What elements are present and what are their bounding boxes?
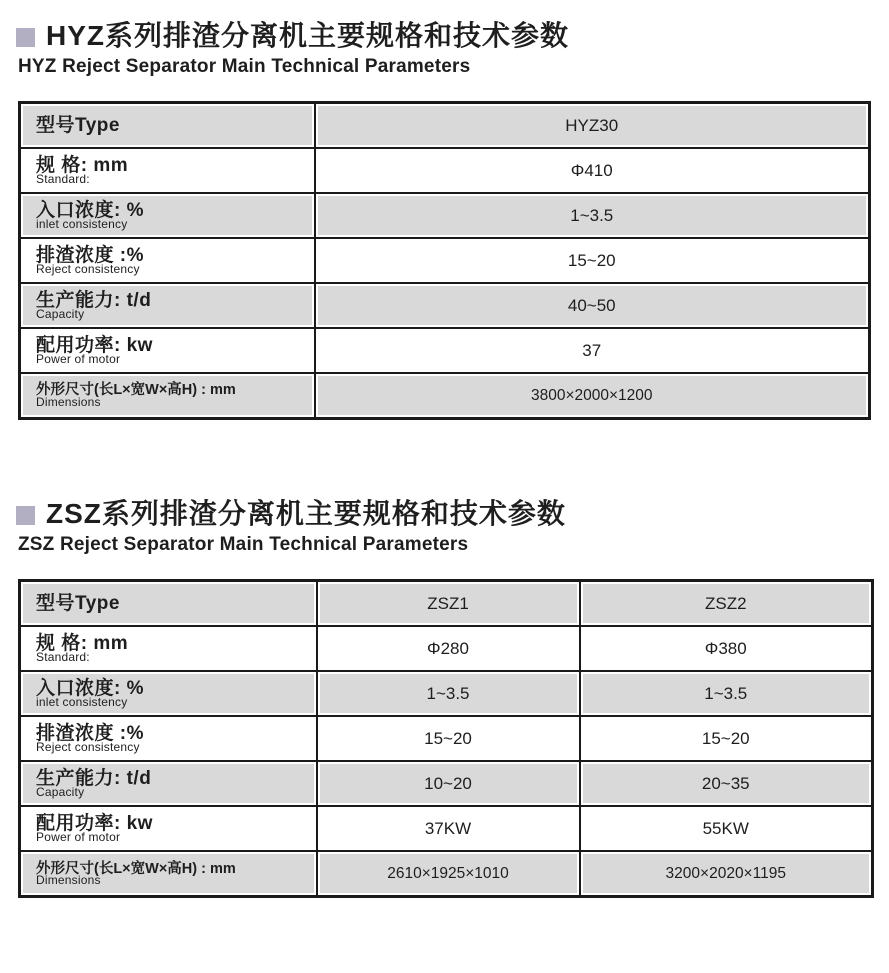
row-label-zh: 外形尺寸(长L×宽W×高H) : mm bbox=[36, 382, 236, 399]
section-hyz-title-zh: HYZ系列排渣分离机主要规格和技术参数 bbox=[46, 20, 570, 51]
parameter-value-cell: 37 bbox=[315, 328, 870, 373]
parameter-value-cell: 55KW bbox=[580, 806, 873, 851]
parameter-value-cell: 2610×1925×1010 bbox=[317, 851, 580, 897]
row-label-cell bbox=[20, 193, 315, 238]
header-label-text: 型号Type bbox=[36, 115, 120, 137]
row-label-en: inlet consistency bbox=[36, 217, 128, 232]
zsz-parameters-table bbox=[18, 579, 874, 898]
table-row bbox=[20, 373, 870, 419]
parameter-value-cell: 15~20 bbox=[580, 716, 873, 761]
square-bullet-icon bbox=[16, 506, 35, 525]
row-label-cell bbox=[20, 671, 317, 716]
row-label-en: Standard: bbox=[36, 650, 90, 665]
section-zsz-title-zh: ZSZ系列排渣分离机主要规格和技术参数 bbox=[46, 498, 566, 530]
table-row bbox=[20, 238, 870, 283]
row-label-cell bbox=[20, 238, 315, 283]
row-label-en: Dimensions bbox=[36, 394, 101, 409]
parameter-value-cell: 3200×2020×1195 bbox=[580, 851, 873, 897]
row-label-en: Standard: bbox=[36, 172, 90, 187]
header-label-cell bbox=[20, 103, 315, 149]
parameter-value-cell: Φ280 bbox=[317, 626, 580, 671]
row-label-en: Reject consistency bbox=[36, 740, 140, 755]
table-row bbox=[20, 671, 873, 716]
table-row bbox=[20, 851, 873, 897]
parameter-value-cell: 20~35 bbox=[580, 761, 873, 806]
model-name-cell: ZSZ2 bbox=[580, 581, 873, 627]
hyz-parameters-table bbox=[18, 101, 871, 420]
row-label-en: Power of motor bbox=[36, 352, 121, 367]
section-zsz-title-line bbox=[16, 498, 889, 530]
row-label-zh: 生产能力: t/d bbox=[36, 768, 152, 790]
row-label-en: Power of motor bbox=[36, 830, 121, 845]
row-label-en: Capacity bbox=[36, 785, 85, 800]
parameter-value-cell: 1~3.5 bbox=[315, 193, 870, 238]
row-label-en: Capacity bbox=[36, 307, 85, 322]
row-label-zh: 排渣浓度 :% bbox=[36, 245, 145, 267]
table-row bbox=[20, 328, 870, 373]
row-label-cell bbox=[20, 283, 315, 328]
table-header-row bbox=[20, 581, 873, 627]
row-label-zh: 规 格: mm bbox=[36, 155, 129, 177]
model-name-cell: HYZ30 bbox=[315, 103, 870, 149]
row-label-zh: 规 格: mm bbox=[36, 633, 129, 655]
row-label-zh: 外形尺寸(长L×宽W×高H) : mm bbox=[36, 860, 236, 877]
table-row bbox=[20, 283, 870, 328]
table-row bbox=[20, 761, 873, 806]
section-hyz bbox=[0, 20, 889, 420]
model-name-cell: ZSZ1 bbox=[317, 581, 580, 627]
row-label-en: Dimensions bbox=[36, 873, 101, 888]
parameter-value-cell: Φ410 bbox=[315, 148, 870, 193]
table-row bbox=[20, 806, 873, 851]
row-label-cell bbox=[20, 851, 317, 897]
row-label-cell bbox=[20, 761, 317, 806]
section-hyz-title-line bbox=[16, 20, 889, 52]
parameter-value-cell: Φ380 bbox=[580, 626, 873, 671]
parameter-value-cell: 15~20 bbox=[317, 716, 580, 761]
row-label-cell bbox=[20, 626, 317, 671]
row-label-en: inlet consistency bbox=[36, 695, 128, 710]
section-gap bbox=[0, 420, 889, 498]
table-row bbox=[20, 148, 870, 193]
square-bullet-icon bbox=[16, 28, 35, 47]
section-zsz-title-en: ZSZ Reject Separator Main Technical Parameters bbox=[18, 534, 469, 556]
row-label-zh: 排渣浓度 :% bbox=[36, 723, 145, 745]
table-row bbox=[20, 193, 870, 238]
row-label-cell bbox=[20, 373, 315, 419]
table-row bbox=[20, 626, 873, 671]
row-label-cell bbox=[20, 716, 317, 761]
parameter-value-cell: 37KW bbox=[317, 806, 580, 851]
parameter-value-cell: 40~50 bbox=[315, 283, 870, 328]
header-label-text: 型号Type bbox=[36, 593, 120, 615]
section-hyz-title-en: HYZ Reject Separator Main Technical Parameters bbox=[18, 56, 471, 78]
section-zsz bbox=[0, 498, 889, 898]
table-header-row bbox=[20, 103, 870, 149]
row-label-zh: 生产能力: t/d bbox=[36, 290, 152, 312]
row-label-zh: 配用功率: kw bbox=[36, 813, 153, 835]
parameter-value-cell: 10~20 bbox=[317, 761, 580, 806]
row-label-cell bbox=[20, 148, 315, 193]
parameter-value-cell: 1~3.5 bbox=[580, 671, 873, 716]
header-label-cell bbox=[20, 581, 317, 627]
row-label-cell bbox=[20, 328, 315, 373]
table-row bbox=[20, 716, 873, 761]
section-hyz-header bbox=[16, 20, 889, 78]
row-label-en: Reject consistency bbox=[36, 262, 140, 277]
row-label-zh: 入口浓度: % bbox=[36, 678, 145, 700]
parameter-value-cell: 3800×2000×1200 bbox=[315, 373, 870, 419]
row-label-zh: 配用功率: kw bbox=[36, 335, 153, 357]
section-zsz-header bbox=[16, 498, 889, 556]
row-label-zh: 入口浓度: % bbox=[36, 200, 145, 222]
parameter-value-cell: 15~20 bbox=[315, 238, 870, 283]
row-label-cell bbox=[20, 806, 317, 851]
parameter-value-cell: 1~3.5 bbox=[317, 671, 580, 716]
